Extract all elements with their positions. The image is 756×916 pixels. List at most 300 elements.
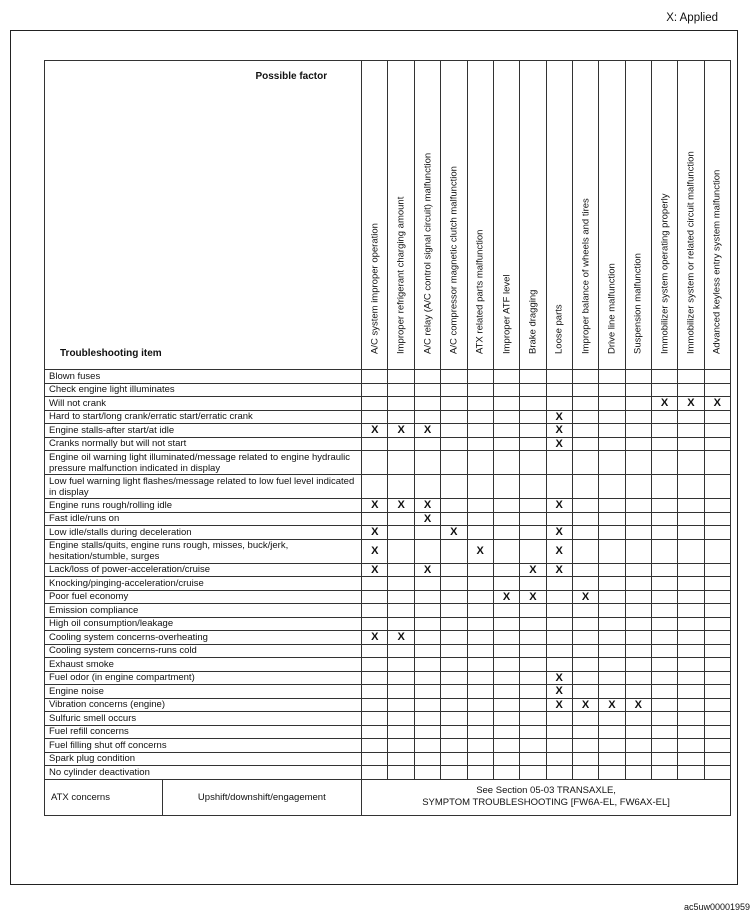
factor-cell — [388, 685, 414, 699]
factor-cell — [520, 397, 546, 411]
factor-cell — [572, 410, 598, 424]
troubleshooting-item: Cooling system concerns-runs cold — [45, 644, 362, 658]
factor-cell — [704, 383, 730, 397]
factor-cell — [520, 539, 546, 563]
factor-cell — [362, 437, 388, 451]
applied-mark: X — [414, 499, 440, 513]
factor-cell — [493, 739, 519, 753]
table-row — [45, 383, 731, 397]
factor-cell — [678, 526, 704, 540]
factor-cell — [546, 631, 572, 645]
factor-cell — [572, 370, 598, 384]
applied-mark: X — [441, 526, 467, 540]
factor-cell — [388, 475, 414, 499]
factor-cell — [678, 424, 704, 438]
factor-cell — [678, 590, 704, 604]
factor-cell — [520, 512, 546, 526]
factor-cell — [625, 577, 651, 591]
troubleshooting-item: Hard to start/long crank/erratic start/erratic crank — [45, 410, 362, 424]
factor-cell — [625, 752, 651, 766]
factor-cell — [572, 604, 598, 618]
applied-mark: X — [546, 526, 572, 540]
factor-cell — [441, 383, 467, 397]
factor-cell — [599, 631, 625, 645]
factor-cell — [546, 766, 572, 780]
factor-cell — [441, 671, 467, 685]
applied-mark: X — [362, 424, 388, 438]
factor-cell — [678, 577, 704, 591]
factor-cell — [441, 539, 467, 563]
factor-cell — [704, 766, 730, 780]
factor-cell — [467, 604, 493, 618]
factor-cell — [362, 383, 388, 397]
footer-item: Upshift/downshift/engagement — [162, 779, 362, 815]
factor-cell — [493, 526, 519, 540]
table-row — [45, 752, 731, 766]
factor-cell — [572, 631, 598, 645]
troubleshooting-item: Fuel odor (in engine compartment) — [45, 671, 362, 685]
factor-cell — [467, 424, 493, 438]
factor-cell — [651, 383, 677, 397]
factor-cell — [678, 644, 704, 658]
factor-cell — [599, 451, 625, 475]
factor-cell — [362, 604, 388, 618]
applied-mark: X — [599, 698, 625, 712]
troubleshooting-item: Check engine light illuminates — [45, 383, 362, 397]
factor-cell — [546, 739, 572, 753]
troubleshooting-item: Lack/loss of power-acceleration/cruise — [45, 563, 362, 577]
factor-cell — [678, 752, 704, 766]
factor-cell — [388, 383, 414, 397]
table-row — [45, 685, 731, 699]
factor-cell — [520, 671, 546, 685]
troubleshooting-item: Low idle/stalls during deceleration — [45, 526, 362, 540]
applied-mark: X — [546, 539, 572, 563]
factor-cell — [467, 451, 493, 475]
factor-cell — [625, 539, 651, 563]
factor-cell — [572, 752, 598, 766]
factor-header — [546, 61, 572, 370]
factor-cell — [678, 631, 704, 645]
factor-cell — [625, 644, 651, 658]
factor-cell — [572, 539, 598, 563]
factor-cell — [678, 617, 704, 631]
factor-cell — [441, 604, 467, 618]
troubleshooting-item: Engine stalls-after start/at idle — [45, 424, 362, 438]
factor-cell — [572, 725, 598, 739]
factor-cell — [704, 563, 730, 577]
factor-cell — [493, 499, 519, 513]
factor-cell — [362, 475, 388, 499]
factor-cell — [651, 590, 677, 604]
factor-cell — [599, 590, 625, 604]
factor-cell — [704, 370, 730, 384]
troubleshooting-item: Engine stalls/quits, engine runs rough, misses, buck/jerk, hesitation/stumble, surges — [45, 539, 362, 563]
factor-cell — [625, 712, 651, 726]
factor-cell — [441, 397, 467, 411]
factor-cell — [414, 739, 440, 753]
factor-cell — [625, 604, 651, 618]
applied-mark: X — [493, 590, 519, 604]
factor-cell — [704, 671, 730, 685]
factor-cell — [520, 451, 546, 475]
factor-cell — [388, 410, 414, 424]
factor-cell — [388, 671, 414, 685]
factor-cell — [704, 644, 730, 658]
factor-cell — [362, 451, 388, 475]
factor-cell — [362, 410, 388, 424]
factor-header-label: A/C system improper operation — [369, 223, 381, 354]
factor-cell — [572, 617, 598, 631]
factor-cell — [625, 617, 651, 631]
factor-cell — [678, 685, 704, 699]
factor-cell — [704, 424, 730, 438]
factor-cell — [599, 370, 625, 384]
factor-cell — [599, 604, 625, 618]
factor-cell — [678, 698, 704, 712]
troubleshooting-item: Low fuel warning light flashes/message related to low fuel level indicated in display — [45, 475, 362, 499]
factor-cell — [572, 526, 598, 540]
factor-cell — [441, 475, 467, 499]
factor-cell — [625, 671, 651, 685]
table-row — [45, 644, 731, 658]
factor-cell — [625, 383, 651, 397]
factor-cell — [546, 383, 572, 397]
factor-cell — [520, 437, 546, 451]
factor-cell — [493, 671, 519, 685]
factor-cell — [546, 397, 572, 411]
factor-cell — [414, 397, 440, 411]
factor-cell — [546, 617, 572, 631]
factor-cell — [572, 671, 598, 685]
factor-cell — [388, 766, 414, 780]
table-row — [45, 739, 731, 753]
factor-header — [362, 61, 388, 370]
applied-mark: X — [467, 539, 493, 563]
factor-cell — [467, 752, 493, 766]
factor-cell — [441, 658, 467, 672]
footer-reference-line-2: SYMPTOM TROUBLESHOOTING [FW6A-EL, FW6AX-EL] — [422, 797, 670, 808]
factor-header — [704, 61, 730, 370]
troubleshooting-item: Cooling system concerns-overheating — [45, 631, 362, 645]
factor-cell — [467, 410, 493, 424]
applied-mark: X — [625, 698, 651, 712]
factor-cell — [678, 712, 704, 726]
factor-cell — [493, 451, 519, 475]
factor-cell — [704, 512, 730, 526]
factor-cell — [599, 410, 625, 424]
applied-mark: X — [388, 631, 414, 645]
table-row — [45, 410, 731, 424]
factor-cell — [599, 644, 625, 658]
troubleshooting-item: Spark plug condition — [45, 752, 362, 766]
factor-cell — [520, 644, 546, 658]
factor-cell — [678, 499, 704, 513]
factor-cell — [441, 725, 467, 739]
factor-cell — [572, 563, 598, 577]
factor-cell — [651, 752, 677, 766]
factor-cell — [362, 698, 388, 712]
factor-cell — [678, 563, 704, 577]
factor-cell — [362, 766, 388, 780]
troubleshooting-item: Fast idle/runs on — [45, 512, 362, 526]
factor-cell — [599, 475, 625, 499]
applied-mark: X — [414, 424, 440, 438]
factor-cell — [414, 475, 440, 499]
factor-cell — [388, 437, 414, 451]
applied-mark: X — [520, 590, 546, 604]
factor-cell — [704, 712, 730, 726]
factor-cell — [493, 766, 519, 780]
factor-header — [520, 61, 546, 370]
factor-cell — [599, 499, 625, 513]
applied-mark: X — [388, 499, 414, 513]
factor-cell — [546, 590, 572, 604]
factor-cell — [625, 685, 651, 699]
factor-cell — [467, 712, 493, 726]
factor-cell — [704, 437, 730, 451]
factor-cell — [362, 712, 388, 726]
applied-mark: X — [546, 671, 572, 685]
factor-cell — [414, 712, 440, 726]
factor-cell — [704, 658, 730, 672]
factor-cell — [520, 766, 546, 780]
factor-cell — [546, 712, 572, 726]
factor-cell — [599, 577, 625, 591]
factor-cell — [362, 577, 388, 591]
factor-header-label: A/C relay (A/C control signal circuit) malfunction — [422, 152, 433, 354]
factor-cell — [467, 563, 493, 577]
applied-mark: X — [704, 397, 730, 411]
factor-cell — [651, 577, 677, 591]
factor-cell — [625, 739, 651, 753]
applied-mark: X — [651, 397, 677, 411]
applied-mark: X — [520, 563, 546, 577]
factor-cell — [414, 526, 440, 540]
table-row — [45, 370, 731, 384]
factor-cell — [441, 712, 467, 726]
table-row — [45, 397, 731, 411]
applied-mark: X — [572, 698, 598, 712]
factor-cell — [493, 424, 519, 438]
factor-cell — [388, 539, 414, 563]
factor-cell — [388, 512, 414, 526]
factor-cell — [441, 437, 467, 451]
factor-cell — [441, 685, 467, 699]
factor-cell — [651, 539, 677, 563]
table-row — [45, 577, 731, 591]
table-row — [45, 499, 731, 513]
factor-cell — [493, 397, 519, 411]
factor-cell — [388, 563, 414, 577]
factor-cell — [546, 644, 572, 658]
table-row — [45, 475, 731, 499]
factor-cell — [441, 499, 467, 513]
factor-cell — [678, 437, 704, 451]
factor-cell — [493, 752, 519, 766]
figure-code: ac5uw00001959 — [683, 902, 750, 912]
factor-cell — [493, 437, 519, 451]
factor-cell — [520, 698, 546, 712]
factor-cell — [678, 370, 704, 384]
factor-cell — [651, 499, 677, 513]
factor-cell — [625, 475, 651, 499]
factor-cell — [625, 766, 651, 780]
factor-cell — [414, 451, 440, 475]
factor-cell — [388, 712, 414, 726]
factor-cell — [362, 397, 388, 411]
factor-cell — [625, 631, 651, 645]
factor-cell — [651, 526, 677, 540]
factor-cell — [362, 617, 388, 631]
factor-cell — [678, 739, 704, 753]
table-row — [45, 698, 731, 712]
factor-cell — [704, 451, 730, 475]
factor-cell — [546, 752, 572, 766]
troubleshooting-item: Emission compliance — [45, 604, 362, 618]
factor-cell — [704, 725, 730, 739]
possible-factor-label: Possible factor — [255, 71, 328, 82]
table-row — [45, 563, 731, 577]
factor-cell — [467, 437, 493, 451]
factor-cell — [651, 725, 677, 739]
factor-cell — [467, 370, 493, 384]
factor-cell — [388, 577, 414, 591]
factor-cell — [467, 617, 493, 631]
factor-cell — [520, 739, 546, 753]
troubleshooting-item: Poor fuel economy — [45, 590, 362, 604]
factor-cell — [493, 725, 519, 739]
factor-header-label: Suspension malfunction — [632, 253, 644, 354]
factor-cell — [362, 658, 388, 672]
factor-cell — [388, 725, 414, 739]
factor-cell — [572, 577, 598, 591]
factor-cell — [625, 725, 651, 739]
applied-mark: X — [546, 685, 572, 699]
troubleshooting-item: Fuel filling shut off concerns — [45, 739, 362, 753]
factor-cell — [546, 658, 572, 672]
factor-cell — [414, 370, 440, 384]
factor-header — [572, 61, 598, 370]
factor-cell — [625, 499, 651, 513]
factor-cell — [414, 590, 440, 604]
factor-cell — [651, 644, 677, 658]
factor-cell — [362, 644, 388, 658]
factor-cell — [651, 370, 677, 384]
troubleshooting-item: Fuel refill concerns — [45, 725, 362, 739]
applied-mark: X — [546, 698, 572, 712]
factor-cell — [388, 617, 414, 631]
factor-cell — [572, 451, 598, 475]
factor-cell — [572, 766, 598, 780]
table-row — [45, 766, 731, 780]
factor-cell — [678, 658, 704, 672]
table-row — [45, 539, 731, 563]
factor-cell — [678, 725, 704, 739]
factor-cell — [704, 604, 730, 618]
factor-cell — [546, 512, 572, 526]
factor-cell — [704, 526, 730, 540]
table-row — [45, 671, 731, 685]
troubleshooting-item: Vibration concerns (engine) — [45, 698, 362, 712]
factor-cell — [678, 383, 704, 397]
factor-cell — [599, 671, 625, 685]
factor-cell — [388, 590, 414, 604]
factor-cell — [520, 370, 546, 384]
table-row — [45, 712, 731, 726]
factor-cell — [520, 685, 546, 699]
factor-cell — [520, 424, 546, 438]
factor-cell — [467, 766, 493, 780]
factor-cell — [388, 698, 414, 712]
factor-cell — [625, 526, 651, 540]
applied-mark: X — [678, 397, 704, 411]
factor-cell — [414, 437, 440, 451]
factor-cell — [599, 512, 625, 526]
factor-cell — [546, 370, 572, 384]
factor-cell — [704, 685, 730, 699]
factor-header — [467, 61, 493, 370]
factor-cell — [493, 370, 519, 384]
factor-cell — [467, 658, 493, 672]
factor-cell — [441, 631, 467, 645]
factor-cell — [678, 410, 704, 424]
factor-cell — [651, 604, 677, 618]
applied-mark: X — [546, 437, 572, 451]
factor-cell — [651, 475, 677, 499]
footer-category: ATX concerns — [45, 779, 163, 815]
troubleshooting-item: Knocking/pinging-acceleration/cruise — [45, 577, 362, 591]
factor-cell — [441, 563, 467, 577]
footer-reference-line-1: See Section 05-03 TRANSAXLE, — [476, 785, 616, 796]
factor-cell — [388, 397, 414, 411]
factor-cell — [599, 725, 625, 739]
factor-cell — [362, 739, 388, 753]
applied-mark: X — [546, 499, 572, 513]
factor-cell — [704, 698, 730, 712]
factor-cell — [467, 475, 493, 499]
factor-cell — [388, 451, 414, 475]
factor-cell — [441, 766, 467, 780]
factor-header-label: A/C compressor magnetic clutch malfunction — [448, 166, 460, 354]
factor-cell — [520, 499, 546, 513]
factor-header — [625, 61, 651, 370]
factor-cell — [414, 410, 440, 424]
factor-cell — [441, 752, 467, 766]
factor-cell — [625, 451, 651, 475]
factor-cell — [572, 499, 598, 513]
factor-cell — [599, 766, 625, 780]
factor-cell — [493, 604, 519, 618]
factor-cell — [467, 739, 493, 753]
applied-mark: X — [572, 590, 598, 604]
footer-row — [45, 779, 731, 815]
troubleshooting-item: Engine oil warning light illuminated/message related to engine hydraulic pressure malfunction indicated in display — [45, 451, 362, 475]
factor-cell — [414, 644, 440, 658]
factor-cell — [414, 631, 440, 645]
applied-mark: X — [362, 526, 388, 540]
factor-cell — [572, 397, 598, 411]
factor-cell — [625, 658, 651, 672]
factor-cell — [520, 604, 546, 618]
factor-cell — [651, 410, 677, 424]
factor-cell — [599, 397, 625, 411]
factor-cell — [441, 410, 467, 424]
factor-cell — [467, 383, 493, 397]
factor-cell — [493, 383, 519, 397]
factor-cell — [414, 698, 440, 712]
factor-cell — [388, 604, 414, 618]
